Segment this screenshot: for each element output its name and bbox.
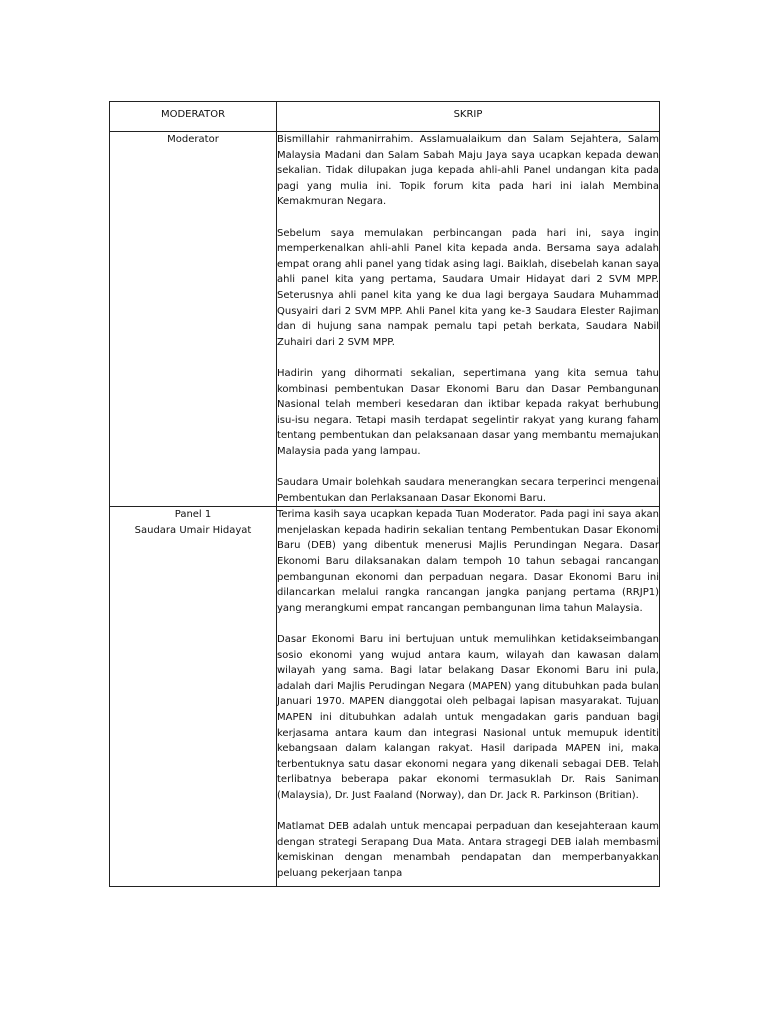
script-paragraph: Saudara Umair bolehkah saudara menerangkan secara terperinci mengenai Pembentukan dan Perlaksanaan Dasar Ekonomi Baru.	[277, 477, 659, 504]
speaker-cell	[110, 507, 277, 886]
speaker-name: Saudara Umair Hidayat	[134, 524, 252, 536]
speaker-cell	[110, 132, 277, 507]
script-paragraph: Terima kasih saya ucapkan kepada Tuan Moderator. Pada pagi ini saya akan menjelaskan kepada hadirin sekalian tentang Pembentukan Dasar Ekonomi Baru (DEB) yang dibentuk menerusi Majlis Perundingan Negara. Dasar Ekonomi Baru dilaksanakan dalam tempoh 10 tahun sebagai rancangan pembangunan ekonomi dan perpaduan negara. Dasar Ekonomi Baru ini dilancarkan melalui rangka rancangan jangka panjang pertama (RRJP1) yang merangkumi empat rancangan pembangunan lima tahun Malaysia.	[277, 509, 659, 614]
script-paragraph: Matlamat DEB adalah untuk mencapai perpaduan dan kesejahteraan kaum dengan strategi Serapang Dua Mata. Antara stragegi DEB ialah membasmi kemiskinan dengan menambah pendapatan dan memperbanyakkan peluang pekerjaan tanpa	[277, 821, 659, 879]
script-cell	[277, 507, 660, 886]
speaker-role: Panel 1	[174, 509, 212, 521]
script-paragraph: Dasar Ekonomi Baru ini bertujuan untuk memulihkan ketidakseimbangan sosio ekonomi yang wujud antara kaum, wilayah dan kawasan dalam wilayah yang sama. Bagi latar belakang Dasar Ekonomi Baru ini pula, adalah dari Majlis Perudingan Negara (MAPEN) yang ditubuhkan pada bulan Januari 1970. MAPEN dianggotai oleh pelbagai lapisan masyarakat. Tujuan MAPEN ini ditubuhkan adalah untuk mengadakan garis panduan bagi kerjasama antara kaum dan integrasi Nasional untuk memupuk identiti kebangsaan dalam kalangan rakyat. Hasil daripada MAPEN ini, maka terbentuknya satu dasar ekonomi negara yang dikenali sebagai DEB. Telah terlibatnya beberapa pakar ekonomi termasuklah Dr. Rais Saniman (Malaysia), Dr. Just Faaland (Norway), dan Dr. Jack R. Parkinson (Britian).	[277, 634, 659, 801]
script-cell	[277, 132, 660, 507]
table-row-panel-1	[110, 507, 660, 886]
script-column-header: SKRIP	[277, 102, 660, 132]
speaker-column-header: MODERATOR	[110, 102, 277, 132]
speaker-name: Moderator	[167, 134, 219, 145]
table-header-row	[110, 102, 660, 132]
table-row-moderator	[110, 132, 660, 507]
forum-script-table	[109, 101, 660, 887]
script-paragraph: Hadirin yang dihormati sekalian, sepertimana yang kita semua tahu kombinasi pembentukan Dasar Ekonomi Baru dan Dasar Pembangunan Nasional telah memberi kesedaran dan iktibar kepada rakyat berhubung isu-isu negara. Tetapi masih terdapat segelintir rakyat yang kurang faham tentang pembentukan dan pelaksanaan dasar yang membantu memajukan Malaysia pada yang lampau.	[277, 367, 659, 457]
script-paragraph: Sebelum saya memulakan perbincangan pada hari ini, saya ingin memperkenalkan ahli-ahli Panel kita kepada anda. Bersama saya adalah empat orang ahli panel yang tidak asing lagi. Baiklah, disebelah kanan saya ahli panel kita yang pertama, Saudara Umair Hidayat dari 2 SVM MPP. Seterusnya ahli panel kita yang ke dua lagi bergaya Saudara Muhammad Qusyairi dari 2 SVM MPP. Ahli Panel kita yang ke-3 Saudara Elester Rajiman dan di hujung sana nampak pemalu tapi petah berkata, Saudara Nabil Zuhairi dari 2 SVM MPP.	[277, 227, 659, 348]
script-paragraph: Bismillahir rahmanirrahim. Asslamualaikum dan Salam Sejahtera, Salam Malaysia Madani dan Salam Sabah Maju Jaya saya ucapkan kepada dewan sekalian. Tidak dilupakan juga kepada ahli-ahli Panel undangan kita pada pagi yang mulia ini. Topik forum kita pada hari ini ialah Membina Kemakmuran Negara.	[277, 134, 659, 208]
